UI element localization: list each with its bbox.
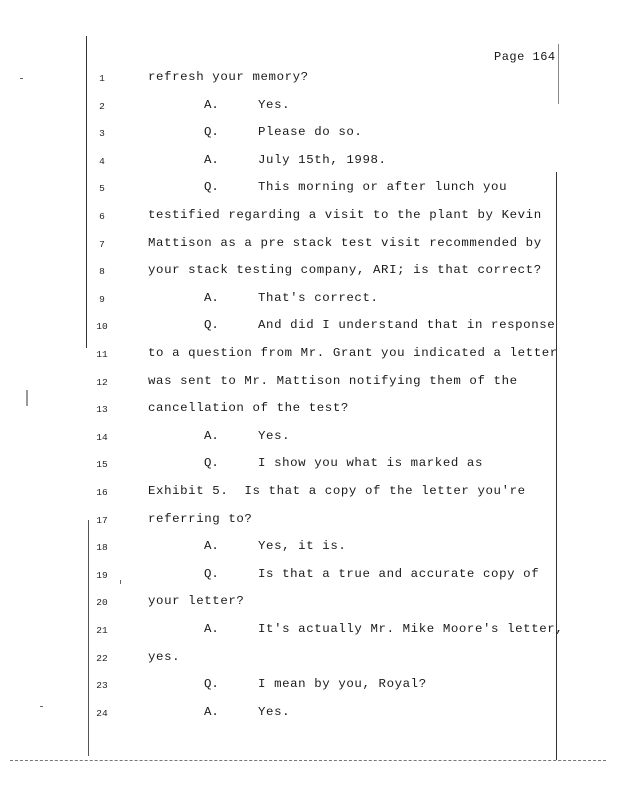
- line-number: 14: [96, 431, 108, 443]
- speaker-label: Q.: [204, 125, 219, 140]
- line-text: was sent to Mr. Mattison notifying them of the: [148, 373, 518, 388]
- line-number: 1: [99, 73, 105, 84]
- line-text: your letter?: [148, 594, 245, 609]
- transcript-line: [0, 567, 618, 587]
- line-text: I show you what is marked as: [258, 456, 483, 471]
- line-text: Yes.: [258, 704, 291, 719]
- speaker-label: A.: [204, 290, 219, 305]
- transcript-line: [0, 291, 618, 311]
- transcript-line: [0, 429, 618, 449]
- line-number: 20: [96, 597, 108, 609]
- transcript-line: [0, 208, 618, 228]
- transcript-line: [0, 153, 618, 173]
- line-number: 16: [96, 487, 108, 498]
- transcript-line: [0, 263, 618, 283]
- transcript-line: [0, 484, 618, 504]
- transcript-line: [0, 622, 618, 642]
- speaker-label: Q.: [204, 318, 219, 333]
- line-number: 4: [99, 155, 105, 167]
- scan-speck: [120, 580, 121, 584]
- scan-speck: [20, 78, 23, 79]
- line-text: testified regarding a visit to the plant by Kevin: [148, 208, 542, 222]
- line-number: 19: [96, 569, 108, 581]
- transcript-line: [0, 346, 618, 366]
- speaker-label: Q.: [204, 456, 219, 471]
- speaker-label: A.: [204, 704, 219, 719]
- transcript-line: [0, 512, 618, 532]
- speaker-label: A.: [204, 428, 219, 443]
- transcript-line: [0, 318, 618, 338]
- transcript-line: [0, 705, 618, 725]
- transcript-line: [0, 539, 618, 559]
- scan-speck: [26, 390, 28, 406]
- line-number: 7: [99, 238, 105, 250]
- line-number: 12: [96, 376, 108, 388]
- line-text: Please do so.: [258, 125, 363, 140]
- line-number: 17: [96, 514, 108, 526]
- line-text: Yes.: [258, 428, 291, 443]
- transcript-line: [0, 677, 618, 697]
- line-number: 23: [96, 680, 108, 692]
- scan-speck: [40, 706, 43, 707]
- speaker-label: Q.: [204, 677, 219, 692]
- line-text: yes.: [148, 649, 181, 664]
- speaker-label: A.: [204, 152, 219, 167]
- transcript-line: [0, 456, 618, 476]
- line-text: to a question from Mr. Grant you indicated a letter: [148, 346, 558, 360]
- speaker-label: Q.: [204, 566, 219, 581]
- transcript-line: [0, 236, 618, 256]
- line-text: Mattison as a pre stack test visit recommended by: [148, 235, 542, 250]
- line-text: Yes, it is.: [258, 539, 347, 554]
- line-text: And did I understand that in response: [258, 318, 556, 333]
- line-number: 24: [96, 707, 108, 719]
- transcript-line: [0, 98, 618, 118]
- line-number: 6: [99, 211, 105, 222]
- line-number: 8: [99, 266, 105, 278]
- line-number: 13: [96, 404, 108, 416]
- line-number: 11: [96, 349, 108, 360]
- line-number: 18: [96, 542, 108, 554]
- line-text: Exhibit 5. Is that a copy of the letter you're: [148, 484, 526, 498]
- line-text: Yes.: [258, 97, 291, 112]
- line-text: referring to?: [148, 511, 253, 526]
- line-text: That's correct.: [258, 290, 379, 305]
- speaker-label: A.: [204, 622, 219, 636]
- transcript-line: [0, 401, 618, 421]
- speaker-label: A.: [204, 539, 219, 554]
- speaker-label: A.: [204, 97, 219, 112]
- line-number: 22: [96, 652, 108, 664]
- line-text: cancellation of the test?: [148, 401, 349, 416]
- line-number: 15: [96, 459, 108, 471]
- transcript-line: [0, 374, 618, 394]
- line-number: 10: [96, 321, 108, 333]
- transcript-line: [0, 180, 618, 200]
- line-number: 2: [99, 100, 105, 112]
- transcript-line: [0, 125, 618, 145]
- line-number: 9: [99, 293, 105, 305]
- bottom-rule: [10, 760, 606, 761]
- transcript-line: [0, 594, 618, 614]
- transcript-line: [0, 650, 618, 670]
- transcript-line: [0, 70, 618, 90]
- line-text: your stack testing company, ARI; is that correct?: [148, 263, 542, 278]
- speaker-label: Q.: [204, 180, 219, 195]
- page-number: Page 164: [494, 50, 556, 64]
- line-text: I mean by you, Royal?: [258, 677, 427, 692]
- line-text: This morning or after lunch you: [258, 180, 508, 195]
- line-text: refresh your memory?: [148, 70, 309, 84]
- line-text: It's actually Mr. Mike Moore's letter,: [258, 622, 564, 636]
- line-number: 3: [99, 128, 105, 140]
- line-number: 21: [96, 625, 108, 636]
- line-text: July 15th, 1998.: [258, 152, 387, 167]
- line-number: 5: [99, 183, 105, 195]
- line-text: Is that a true and accurate copy of: [258, 566, 540, 581]
